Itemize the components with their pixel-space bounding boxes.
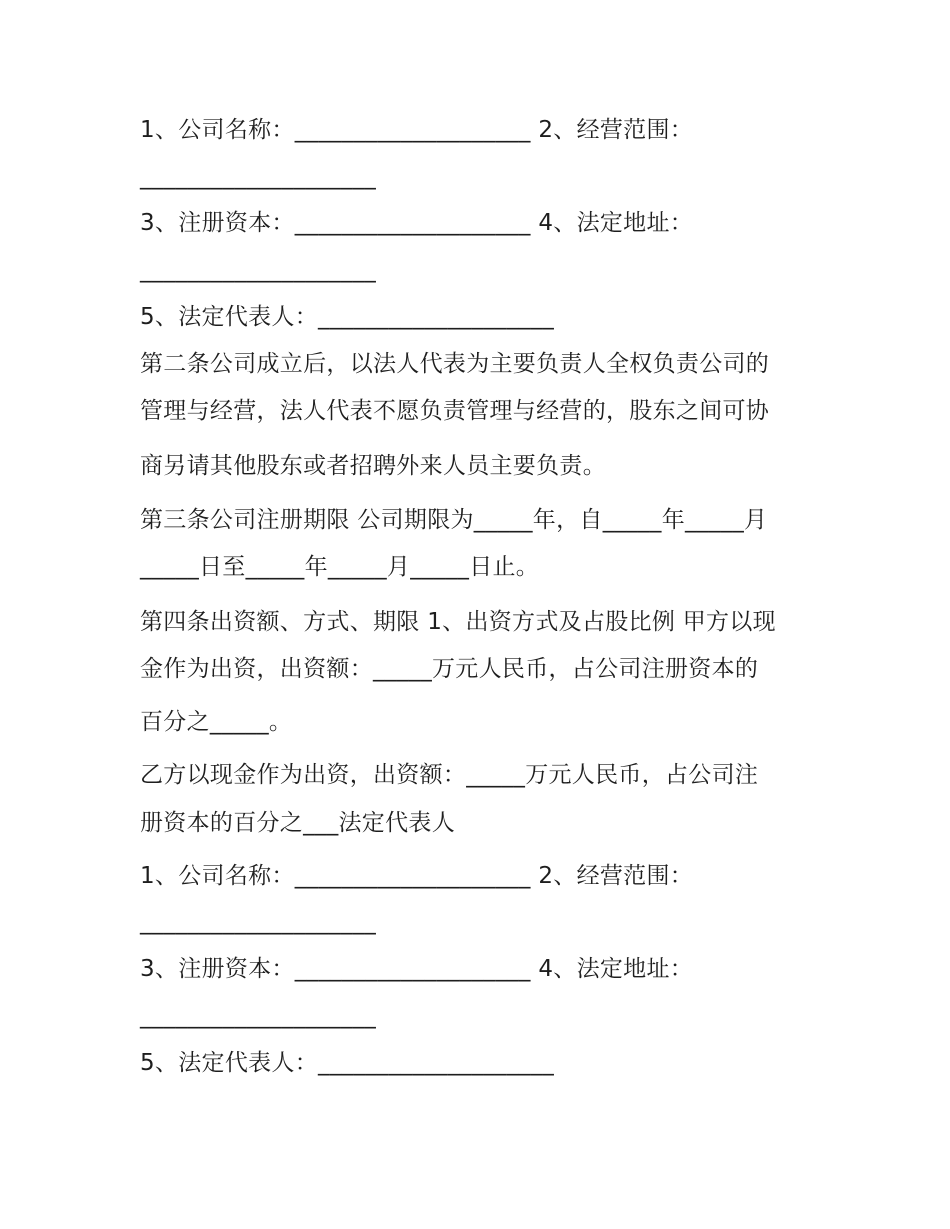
capital-and-address-line: 3、注册资本：____________________ 4、法定地址： [140, 210, 694, 236]
legal-representative-line-repeat: 5、法定代表人：____________________ [140, 1050, 555, 1076]
address-blank-line-repeat: ____________________ [140, 1003, 376, 1029]
article-two-line-3: 商另请其他股东或者招聘外来人员主要负责。 [140, 453, 606, 479]
article-two-line-1: 第二条公司成立后，以法人代表为主要负责人全权负责公司的 [140, 351, 770, 377]
article-three-line-1: 第三条公司注册期限 公司期限为_____年，自_____年_____月 [140, 507, 768, 533]
company-name-and-scope-line-repeat: 1、公司名称：____________________ 2、经营范围： [140, 863, 694, 889]
party-b-line-2: 册资本的百分之___法定代表人 [140, 810, 455, 836]
article-three-line-2: _____日至_____年_____月_____日止。 [140, 554, 540, 580]
legal-representative-line: 5、法定代表人：____________________ [140, 304, 555, 330]
article-four-line-2: 金作为出资，出资额：_____万元人民币，占公司注册资本的 [140, 656, 759, 682]
article-two-line-2: 管理与经营，法人代表不愿负责管理与经营的，股东之间可协 [140, 398, 770, 424]
party-b-line-1: 乙方以现金作为出资，出资额：_____万元人民币，占公司注 [140, 762, 759, 788]
address-blank-line: ____________________ [140, 257, 376, 283]
article-four-line-3: 百分之_____。 [140, 709, 293, 735]
capital-and-address-line-repeat: 3、注册资本：____________________ 4、法定地址： [140, 956, 694, 982]
article-four-line-1: 第四条出资额、方式、期限 1、出资方式及占股比例 甲方以现 [140, 609, 776, 635]
scope-blank-line: ____________________ [140, 164, 376, 190]
scope-blank-line-repeat: ____________________ [140, 909, 376, 935]
company-name-and-scope-line: 1、公司名称：____________________ 2、经营范围： [140, 117, 694, 143]
